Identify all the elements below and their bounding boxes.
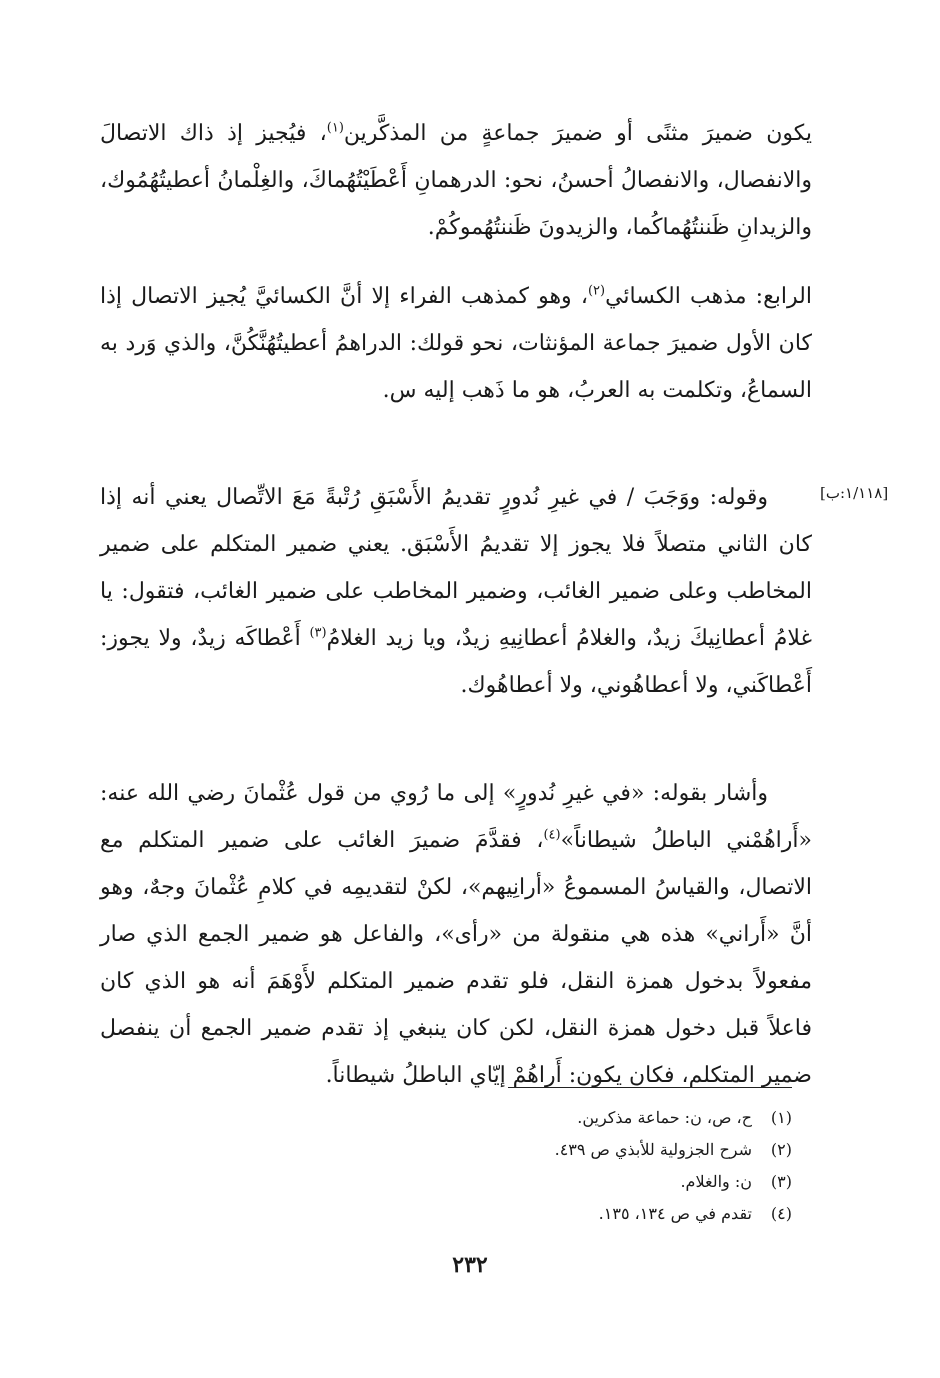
footnote-item: [420, 1198, 792, 1230]
margin-manuscript-reference: [١/١١٨:ب]: [820, 484, 889, 502]
footnote-number: (١): [770, 1108, 792, 1127]
footnote-text: ح، ص، ن: حماعة مذكرين.: [577, 1108, 752, 1127]
paragraph-4: [100, 770, 812, 1099]
footnote-text: ن: والغلام.: [680, 1172, 752, 1191]
paragraph-2: [100, 273, 812, 414]
paragraph-2-text-a: الرابع: مذهب الكسائي: [605, 284, 812, 309]
footnote-ref-4[interactable]: (٤): [543, 827, 561, 843]
page-number: ٢٣٢: [452, 1252, 488, 1278]
footnote-item: [420, 1134, 792, 1166]
paragraph-4-text-b: ، فقدَّمَ ضميرَ الغائب على ضمير المتكلم مع الاتصال، والقياسُ المسموعُ «أرانِيهم»، لكنْ لتقديمِه في كلامِ عُثْمانَ وجهٌ، وهو أنَّ «أَراني» هذه هي منقولة من «رأى»، والفاعل هو ضمير الجمع الذي صار مفعولاً بدخول همزة النقل، فلو تقدم ضمير المتكلم لأَوْهَمَ أنه هو الذي كان فاعلاً قبل دخول همزة النقل، لكن كان ينبغي إذ تقدم ضمير الجمع أن ينفصل ضمير المتكلم، فكان يكون: أَراهُمْ إيّاي الباطلُ شيطاناً.: [100, 828, 812, 1088]
footnote-number: (٣): [770, 1172, 792, 1191]
footnote-ref-3[interactable]: (٣): [309, 625, 327, 641]
footnotes-list: [420, 1102, 792, 1230]
footnote-number: (٤): [770, 1204, 792, 1223]
paragraph-1: [100, 110, 812, 251]
footnote-item: [420, 1102, 792, 1134]
paragraph-2-text-b: ، وهو كمذهب الفراء إلا أنَّ الكسائيَّ يُجيز الاتصال إذا كان الأول ضميرَ جماعة المؤنثات، نحو قولك: الدراهمُ أعطيتُهُنَّكُنَّ، والذي وَرد به السماعُ، وتكلمت به العربُ، هو ما ذَهب إليه س.: [100, 284, 812, 403]
footnote-separator: [508, 1087, 792, 1088]
footnote-text: شرح الجزولية للأبذي ص ٤٣٩.: [554, 1140, 752, 1159]
paragraph-4-text-a: وأشار بقوله: «في غيرِ نُدورٍ» إلى ما رُوي من قول عُثْمانَ رضي الله عنه: «أَراهُمْني الباطلُ شيطاناً»: [100, 781, 812, 853]
paragraph-3-text-a: وقوله: ووَجَبَ / في غيرِ نُدورٍ تقديمُ الأَسْبَقِ رُتْبةً مَعَ الاتِّصال يعني أنه إذا كان الثاني متصلاً فلا يجوز إلا تقديمُ الأَسْبَق. يعني ضمير المتكلم على ضمير المخاطب وعلى ضمير الغائب، وضمير المخاطب على ضمير الغائب، فتقول: يا غلامُ أعطانِيكَ زيدٌ، والغلامُ أعطانِيهِ زيدٌ، ويا زيد الغلامُ: [100, 485, 813, 651]
paragraph-3-text-b: أَعْطاكَه زيدٌ، ولا يجوز: أَعْطاكَني، ولا أعطاهُوني، ولا أعطاهُوك.: [100, 626, 812, 698]
footnote-ref-2[interactable]: (٢): [587, 283, 606, 299]
paragraph-3: [100, 474, 812, 709]
footnote-item: [420, 1166, 792, 1198]
paragraph-1-text-b: ، فيُجيز إذ ذاك الاتصالَ والانفصال، والانفصالُ أحسنُ، نحو: الدرهمانِ أَعْطَيْتُهُماكَ، والغِلْمانُ أعطيتُهُمُوك، والزيدانِ ظَننتُهُماكُما، والزيدونَ ظَننتُهُموكُمْ.: [100, 121, 812, 240]
paragraph-1-text-a: يكون ضميرَ مثنًى أو ضميرَ جماعةٍ من المذكَّرين: [343, 121, 812, 146]
footnote-text: تقدم في ص ١٣٤، ١٣٥.: [598, 1204, 752, 1223]
footnote-number: (٢): [770, 1140, 792, 1159]
footnote-ref-1[interactable]: (١): [326, 120, 344, 136]
